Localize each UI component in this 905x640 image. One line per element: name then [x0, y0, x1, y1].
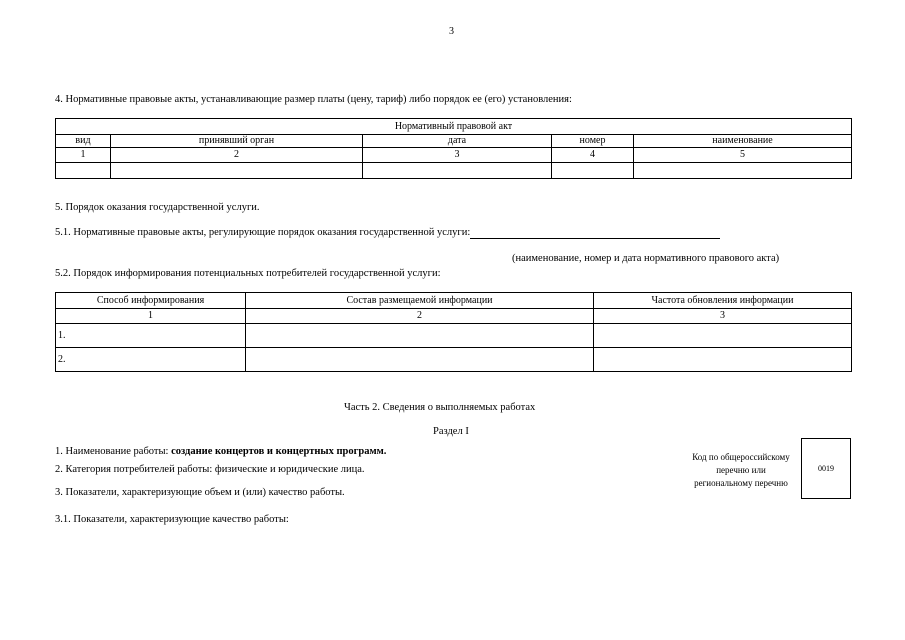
section-title: Раздел I — [433, 426, 469, 437]
table-header-cell: Нормативный правовой акт — [56, 119, 852, 135]
table-cell — [56, 163, 111, 179]
work-name-label: 1. Наименование работы: — [55, 446, 172, 457]
legal-act-caption: (наименование, номер и дата нормативного правового акта) — [512, 253, 780, 264]
code-label-line: Код по общероссийскому — [692, 452, 790, 462]
quality-indicators: 3.1. Показатели, характеризующие качество работы: — [55, 514, 289, 525]
table-cell — [246, 348, 594, 372]
column-number: 2 — [246, 309, 594, 324]
column-number: 5 — [634, 148, 852, 163]
section-5-1-text: 5.1. Нормативные правовые акты, регулирующие порядок оказания государственной услуги: — [55, 227, 471, 238]
table-row — [56, 324, 852, 348]
section-4-title: 4. Нормативные правовые акты, устанавливающие размер платы (цену, тариф) либо порядок ее (его) установления: — [55, 94, 572, 105]
column-header: принявший орган — [111, 135, 363, 148]
work-name — [55, 446, 386, 457]
table-cell: 2. — [56, 348, 246, 372]
table-columns-row — [56, 293, 852, 309]
table-row — [56, 348, 852, 372]
column-header: Частота обновления информации — [594, 293, 852, 309]
work-indicators: 3. Показатели, характеризующие объем и (или) качество работы. — [55, 487, 345, 498]
table-cell — [363, 163, 552, 179]
column-number: 2 — [111, 148, 363, 163]
part-2-title: Часть 2. Сведения о выполняемых работах — [344, 402, 536, 413]
section-5-title: 5. Порядок оказания государственной услуги. — [55, 202, 260, 213]
table-cell — [594, 348, 852, 372]
table-row — [56, 163, 852, 179]
code-label-line: региональному перечню — [694, 478, 788, 488]
column-header: наименование — [634, 135, 852, 148]
column-header: вид — [56, 135, 111, 148]
table-cell — [111, 163, 363, 179]
column-header: Способ информирования — [56, 293, 246, 309]
table-cell — [634, 163, 852, 179]
column-number: 4 — [552, 148, 634, 163]
legal-act-blank-line — [470, 227, 720, 239]
column-number: 3 — [363, 148, 552, 163]
column-number: 3 — [594, 309, 852, 324]
page-number: 3 — [449, 26, 454, 37]
legal-acts-table — [55, 118, 852, 179]
column-header: дата — [363, 135, 552, 148]
informing-table — [55, 292, 852, 372]
section-5-2: 5.2. Порядок информирования потенциальных потребителей государственной услуги: — [55, 268, 441, 279]
table-cell: 1. — [56, 324, 246, 348]
code-label — [682, 451, 800, 490]
table-numbers-row — [56, 309, 852, 324]
table-numbers-row — [56, 148, 852, 163]
code-label-line: перечню или — [716, 465, 766, 475]
code-value: 0019 — [818, 464, 834, 473]
column-header: Состав размещаемой информации — [246, 293, 594, 309]
code-box — [801, 438, 851, 499]
table-cell — [594, 324, 852, 348]
column-number: 1 — [56, 309, 246, 324]
table-columns-row — [56, 135, 852, 148]
consumer-category: 2. Категория потребителей работы: физические и юридические лица. — [55, 464, 365, 475]
column-number: 1 — [56, 148, 111, 163]
section-5-1 — [55, 227, 720, 239]
table-cell — [552, 163, 634, 179]
column-header: номер — [552, 135, 634, 148]
work-name-value: создание концертов и концертных программ. — [171, 446, 387, 457]
table-header-row — [56, 119, 852, 135]
table-cell — [246, 324, 594, 348]
